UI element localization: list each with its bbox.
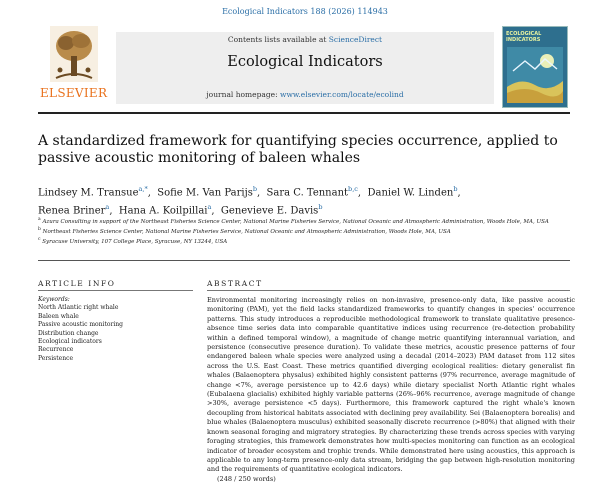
author-name[interactable]: Hana A. Koilpillai bbox=[118, 205, 208, 217]
journal-citation[interactable]: Ecological Indicators 188 (2026) 114943 bbox=[222, 7, 388, 16]
journal-cover[interactable] bbox=[502, 26, 568, 108]
keyword: Ecological indicators bbox=[38, 338, 102, 346]
author-list: Lindsey M. Transue$^{a,*}$, Sofie M. Van Parijs$^b$, Sara C. Tennant$^{b,c}$, Daniel W. Linden$^b$, Renea Briner$^a$, Hana A. Koilpillai$^a$, Genevieve E. Davis$^b$ bbox=[38, 185, 461, 217]
cover-artwork-icon bbox=[507, 47, 563, 103]
affiliation-marker: c bbox=[38, 237, 41, 243]
word-count: (248 / 250 words) bbox=[217, 474, 276, 483]
abstract-body bbox=[207, 296, 575, 484]
homepage-line bbox=[116, 90, 494, 99]
author-affiliation-marker[interactable]: b,c bbox=[348, 185, 358, 193]
author-name[interactable]: Lindsey M. Transue bbox=[38, 187, 139, 199]
author-name[interactable]: Daniel W. Linden bbox=[367, 187, 454, 199]
author-affiliation-marker[interactable]: a bbox=[105, 203, 110, 212]
keyword: Passive acoustic monitoring bbox=[38, 321, 123, 329]
keyword: Distribution change bbox=[38, 329, 99, 337]
affiliation-marker: a bbox=[38, 217, 41, 222]
author-affiliation-marker[interactable]: a bbox=[207, 203, 212, 212]
contents-line bbox=[116, 35, 494, 44]
elsevier-logo[interactable] bbox=[40, 24, 107, 102]
keyword: Persistence bbox=[38, 354, 74, 362]
keyword: Recurrence bbox=[38, 346, 74, 354]
homepage-link[interactable]: www.elsevier.com/locate/ecolind bbox=[280, 90, 404, 99]
abstract-heading: ABSTRACT bbox=[207, 279, 263, 288]
abstract-rule bbox=[207, 290, 570, 291]
author-affiliation-marker[interactable]: b bbox=[252, 185, 257, 193]
keyword: Baleen whale bbox=[38, 312, 79, 320]
publisher-name: ELSEVIER bbox=[40, 86, 108, 100]
affiliation bbox=[38, 216, 578, 226]
affiliation-text: Syracuse University, 107 College Place, Syracuse, NY 13244, USA bbox=[42, 238, 228, 245]
affiliation-text: Northeast Fisheries Science Center, National Marine Fisheries Service, National Oceanic and Atmospheric Administration, Woods Hole, MA, USA bbox=[42, 228, 451, 235]
section-rule bbox=[38, 260, 570, 261]
author-name[interactable]: Renea Briner bbox=[38, 205, 106, 217]
keyword: North Atlantic right whale bbox=[38, 304, 119, 312]
article-title: A standardized framework for quantifying species occurrence, applied to passive acoustic monitoring of baleen whales bbox=[38, 133, 558, 166]
keywords-label: Keywords: bbox=[38, 296, 70, 303]
author-name[interactable]: Genevieve E. Davis bbox=[220, 205, 319, 217]
author-name[interactable]: Sofie M. Van Parijs bbox=[157, 187, 253, 199]
article-info-rule bbox=[38, 290, 193, 291]
affiliation bbox=[38, 236, 578, 246]
elsevier-tree-icon bbox=[50, 26, 98, 82]
abstract-text: Environmental monitoring increasingly relies on non-invasive, presence-only data, like passive acoustic monitoring (PAM), yet the field lacks standardized frameworks to quantify changes in species' occurrence patterns. This study introduces a reproducible methodological framework to translate qualitative presence-absence time series data into comparable quantitative indices using recurrence (re-detection probability within a defined temporal window), a magnitude of change metric quantifying interannual variation, and persistence (consecutive presence duration). To validate these metrics, acoustic presence patterns of four endangered baleen whale species were analyzed using a decadal (2014–2023) PAM dataset from 112 sites across the U.S. East Coast. These metrics quantified diverging ecological realities: dietary generalist fin whales (Balaenoptera physalus) exhibited highly consistent patterns (97% recurrence, average magnitude of change <7%, average persistence up to 42.6 days) while dietary specialist North Atlantic right whales (Eubalaena glacialis) exhibited highly variable patterns (26%–96% recurrence, average magnitude of change >30%, average persistence <5 days). Furthermore, this framework captured the right whale's known decoupling from historical habitats associated with declining prey availability. Sei (Balaenoptera borealis) and blue whales (Balaenoptera musculus) exhibited seasonally discrete recurrence (>80%) that aligned with their known seasonal foraging and migratory strategies. By characterizing these trends across species with varying foraging strategies, this framework demonstrates how multi-species monitoring can function as an ecological indicator of broader ecosystem and trophic trends. While demonstrated here using acoustics, this approach is applicable to any long-term presence-only data stream, bridging the gap between high-resolution monitoring and the requirements of quantitative ecological indicators. bbox=[207, 296, 575, 474]
author-name[interactable]: Sara C. Tennant bbox=[266, 187, 349, 199]
keywords-block bbox=[38, 296, 193, 363]
sciencedirect-link[interactable]: ScienceDirect bbox=[328, 35, 383, 44]
affiliation-marker: b bbox=[38, 227, 41, 233]
contents-prefix: Contents lists available at bbox=[227, 35, 329, 44]
author-affiliation-marker[interactable]: b bbox=[318, 203, 323, 212]
affiliation-list bbox=[38, 216, 578, 246]
cover-title: ECOLOGICAL INDICATORS bbox=[506, 31, 542, 43]
article-info-heading: ARTICLE INFO bbox=[38, 279, 116, 288]
affiliation bbox=[38, 226, 578, 236]
journal-name: Ecological Indicators bbox=[227, 54, 383, 70]
author-affiliation-marker[interactable]: a,* bbox=[138, 185, 148, 193]
author-affiliation-marker[interactable]: b bbox=[453, 185, 458, 193]
homepage-prefix: journal homepage: bbox=[206, 90, 281, 99]
header-rule bbox=[38, 112, 570, 114]
affiliation-text: Azura Consulting in support of the Northeast Fisheries Science Center, National Marine Fisheries Service, National Oceanic and Atmospheric Administration, Woods Hole, MA, USA bbox=[42, 218, 549, 225]
